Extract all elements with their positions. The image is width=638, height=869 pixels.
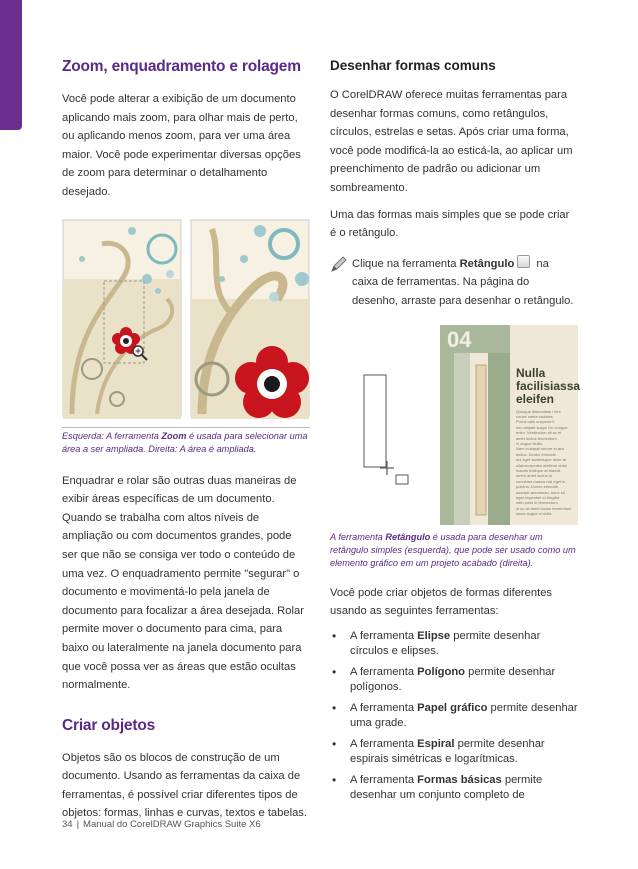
tip-text: Clique na ferramenta Retângulo na caixa de ferramentas. Na página do desenho, arraste para desenhar o retângulo. [352, 255, 578, 311]
poster-body-line: Quisque dismodass i bex [516, 408, 561, 414]
poster-body-line: dui eget scelerisque dolor at [516, 457, 567, 463]
zoom-caption: Esquerda: A ferramenta Zoom é usada para selecionar uma área a ser ampliada. Direita: A área é ampliada. [62, 430, 308, 454]
pencil-icon [330, 255, 348, 278]
rectangle-intro: Uma das formas mais simples que se pode criar é o retângulo. [330, 208, 570, 240]
right-column [330, 58, 581, 809]
zoom-illustration [62, 219, 310, 419]
poster-body-text [516, 409, 576, 521]
caption-divider [62, 427, 310, 428]
poster-body-line: conubian massa nisl eget in [516, 478, 566, 484]
section-title-shapes: Desenhar formas comuns [330, 58, 496, 73]
poster-body-line: Purus odio suspend it [516, 419, 555, 425]
poster-body-line: lorem amet luctus tu [516, 473, 553, 479]
rectangle-figure [330, 325, 581, 525]
poster-body-line: Nam volutpat rutrum et arci [516, 446, 565, 452]
poster-body-line: amet luctus fermentum [516, 435, 557, 441]
poster-body-line: suscipit accumsan, nunc sit [516, 489, 565, 495]
poster-body-line: lacus augue in nulla. [516, 511, 553, 517]
tools-intro: Você pode criar objetos de formas diferentes usando as seguintes ferramentas: [330, 586, 553, 618]
zoom-before-panel [63, 220, 181, 419]
tool-list-item: • A ferramenta Espiral permite desenhar espirais simétricas e logarítmicas. [330, 737, 578, 767]
poster-body-line: ullamcorpedes eleifend dolor [516, 462, 568, 468]
page-footer [62, 819, 261, 830]
pan-scroll-paragraph: Enquadrar e rolar são outras duas maneiras de exibir áreas específicas de um documento. Quando se trabalha com altos níveis de ampliação ou com documentos grandes, pode ser que não se consiga ver todo o conteúdo de uma vez. O enquadramento permite "segurar" o documento e movimentá-lo pela janela de documento para focalizar a área desejada. Rolar permite mover o documento para cima, para baixo ou lateralmente na janela documento para que você possa ver as áreas que estão ocultas normalmente. [62, 474, 304, 692]
section-title-zoom: Zoom, enquadramento e rolagem [62, 58, 301, 75]
chapter-tab [0, 0, 22, 130]
zoom-paragraph: Você pode alterar a exibição de um documento aplicando mais zoom, para olhar mais de perto, ou aplicando menos zoom, para ver uma área maior. Você pode experimentar diversas opções de zoom para determinar o detalhamento desejado. [62, 93, 301, 198]
zoom-figure [62, 219, 310, 419]
rectangle-tool-icon [517, 255, 530, 268]
page-number: 34 [62, 819, 73, 830]
poster-body-line: nibh justo in fermentum [516, 500, 558, 506]
tool-list-item: • A ferramenta Elipse permite desenhar círculos e elipses. [330, 629, 578, 659]
tool-list-item: • A ferramenta Papel gráfico permite desenhar uma grade. [330, 701, 578, 731]
left-column [62, 58, 310, 823]
poster-number: 04 [447, 326, 472, 352]
tool-list-item: • A ferramenta Polígono permite desenhar polígonos. [330, 665, 578, 695]
tools-list [330, 629, 578, 803]
poster-body-line: enim. Vestibulum sit ac et [516, 430, 562, 436]
tip-block [330, 255, 578, 311]
poster-body-line: in augue Nulla. [516, 440, 543, 446]
rectangle-caption: A ferramenta Retângulo é usada para desenhar um retângulo simples (esquerda), que pode ser usado como um elemento gráfico em um projeto acabado (direita). [330, 531, 576, 568]
tool-list-item: • A ferramenta Formas básicas permite desenhar um conjunto completo de [330, 773, 578, 803]
zoom-after-panel [191, 220, 309, 419]
section-title-create-objects: Criar objetos [62, 716, 156, 734]
create-objects-paragraph: Objetos são os blocos de construção de um documento. Usando as ferramentas da caixa de ferramentas, é possível criar diferentes tipos de objetos: formas, linhas e curvas, textos e tabelas. [62, 751, 308, 820]
shapes-paragraph: O CorelDRAW oferece muitas ferramentas para desenhar formas comuns, como retângulos, círculos, estrelas e setas. Após criar uma forma, você pode modificá-la ao esticá-la, ao aplicar um preenchimento de padrão ou adicionar um sombreamento. [330, 89, 573, 194]
poster-body-line: conse ctetur sodales. [516, 413, 554, 419]
poster-body-line: lectus. Donec emnode [516, 451, 556, 457]
poster-body-line: pulvina. Donec emnode [516, 484, 559, 490]
manual-title: Manual do CorelDRAW Graphics Suite X6 [83, 819, 261, 830]
footer-separator: | [76, 819, 80, 830]
poster-body-line: eget imperdiet id fringilla [516, 495, 560, 501]
poster-headline: Nulla facilisiassa eleifen [516, 365, 581, 406]
poster-body-line: mauris tristique at blandit [516, 468, 561, 473]
poster-body-line: id ac sit amet luctus fermentum [516, 505, 572, 511]
poster-body-line: nec aliquet suspe Du congue [516, 424, 568, 430]
